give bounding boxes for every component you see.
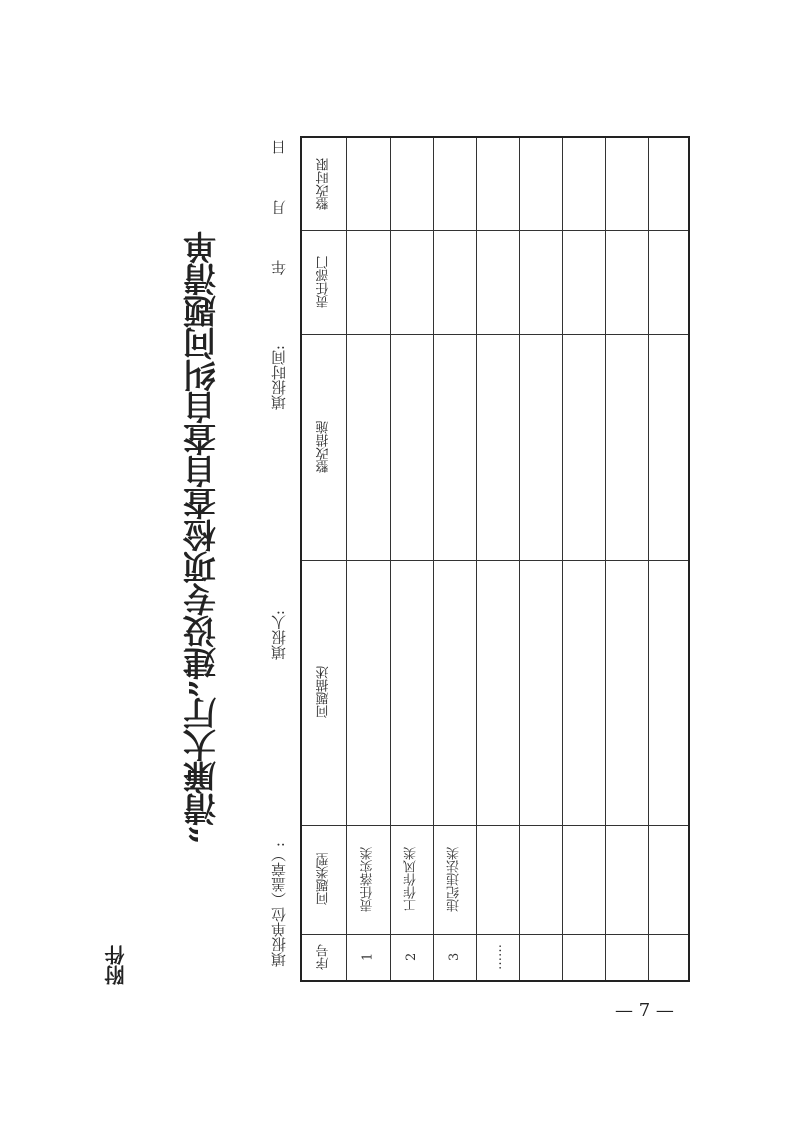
attachment-label: 附件 [104,945,128,985]
header-type: 问题类型 [316,853,332,906]
header-deadline: 整改时限 [316,158,332,210]
header-measures: 整改措施 [316,421,332,473]
day-label: 日 [270,140,288,155]
month-label: 月 [270,200,288,215]
header-dept: 责任部门 [316,256,332,308]
problem-list-table [300,136,690,982]
row-3-type: 违纪违法类 [447,847,462,912]
row-2-type: 工作作风类 [404,847,419,912]
document-title: “清廉大厅”建设专项检查自查自纠问题清单 [182,232,221,844]
row-1-type: 责任落实类 [360,847,376,912]
filling-unit-label: 填报单位（盖章）: [270,842,288,968]
filler-label: 填报人: [270,610,288,661]
row-2-seq: 2 [404,952,419,962]
row-1-seq: 1 [360,952,376,962]
header-desc: 问题描述 [316,666,332,719]
fill-time-label: 填报时间: [270,345,288,411]
row-4-seq: …… [490,944,505,970]
header-seq: 序号 [316,944,332,970]
page-number: — 7 — [615,1000,674,1021]
year-label: 年 [270,260,288,275]
date-fields [268,140,289,275]
row-3-seq: 3 [447,952,462,962]
